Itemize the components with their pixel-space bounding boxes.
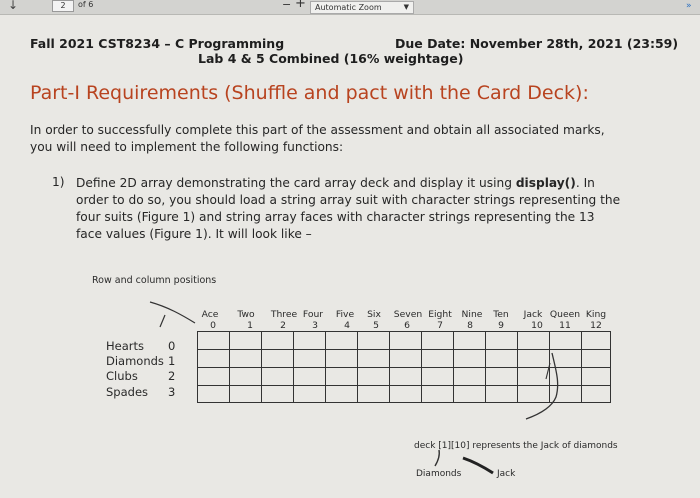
item-text-before: Define 2D array demonstrating the card array deck and display it using [76,176,516,190]
label-jack: Jack [497,469,516,479]
face-index: 6 [404,320,410,331]
face-index: 0 [210,320,216,331]
face-name: Ten [493,309,509,320]
suit-name: Diamonds [106,354,164,368]
tools-icon[interactable]: » [686,1,692,11]
item-text-after: . In order to do so, you should load a string array suit with character strings representing the four suits (Figure 1) and string array faces with character strings representing the 13 face values (Figure 1). It will look like – [76,176,621,241]
face-index: 2 [280,320,286,331]
face-name: Ace [201,309,219,320]
suit-index: 3 [168,385,176,399]
annotation-text: deck [1][10] represents the Jack of diamonds [414,441,618,451]
display-function: display() [515,176,576,190]
face-index: 5 [373,320,379,331]
chevron-down-icon: ▼ [403,3,409,11]
part-title: Part-I Requirements (Shuffle and pact with the Card Deck): [30,82,589,104]
suit-index: 0 [168,339,176,353]
zoom-in-button[interactable]: + [295,0,306,11]
label-diamonds: Diamonds [416,469,462,479]
due-date: Due Date: November 28th, 2021 (23:59) [395,36,679,51]
list-item-number: 1) [52,175,65,189]
arrow-down-icon[interactable]: ↓ [8,0,19,12]
suit-name: Clubs [106,369,138,383]
page-number-input[interactable]: 2 [52,0,74,12]
zoom-select[interactable] [310,1,414,14]
face-name: Nine [461,309,483,320]
document-page [0,15,700,498]
face-name: Eight [428,309,452,320]
intro-paragraph: In order to successfully complete this part of the assessment and obtain all associated marks, you will need to implement the following functions: [30,123,605,154]
face-index: 8 [467,320,473,331]
face-name: Two [237,309,255,320]
zoom-select-value: Automatic Zoom [315,3,382,12]
face-index: 1 [247,320,253,331]
face-index: 11 [559,320,571,331]
handwritten-annotation [0,15,700,498]
pdf-toolbar [0,0,700,15]
face-name: Five [335,309,355,320]
suit-name: Hearts [106,339,144,353]
face-name: Seven [393,309,423,320]
face-index: 3 [312,320,318,331]
face-name: Four [302,309,324,320]
lab-title: Lab 4 & 5 Combined (16% weightage) [198,51,464,66]
face-index: 9 [498,320,504,331]
face-name: King [585,309,607,320]
face-name: Six [367,309,381,320]
figure-caption: Row and column positions [92,275,217,286]
suit-name: Spades [106,385,149,399]
suit-index: 2 [168,369,176,383]
face-name: Three [270,309,298,320]
face-index: 7 [437,320,443,331]
face-name: Jack [523,309,543,320]
page-count: of 6 [78,0,94,9]
course-title: Fall 2021 CST8234 – C Programming [30,36,285,51]
face-index: 10 [531,320,543,331]
face-index: 4 [344,320,350,331]
suit-index: 1 [168,354,176,368]
zoom-out-button[interactable]: − [282,0,292,11]
face-index: 12 [590,320,602,331]
face-name: Queen [549,309,581,320]
